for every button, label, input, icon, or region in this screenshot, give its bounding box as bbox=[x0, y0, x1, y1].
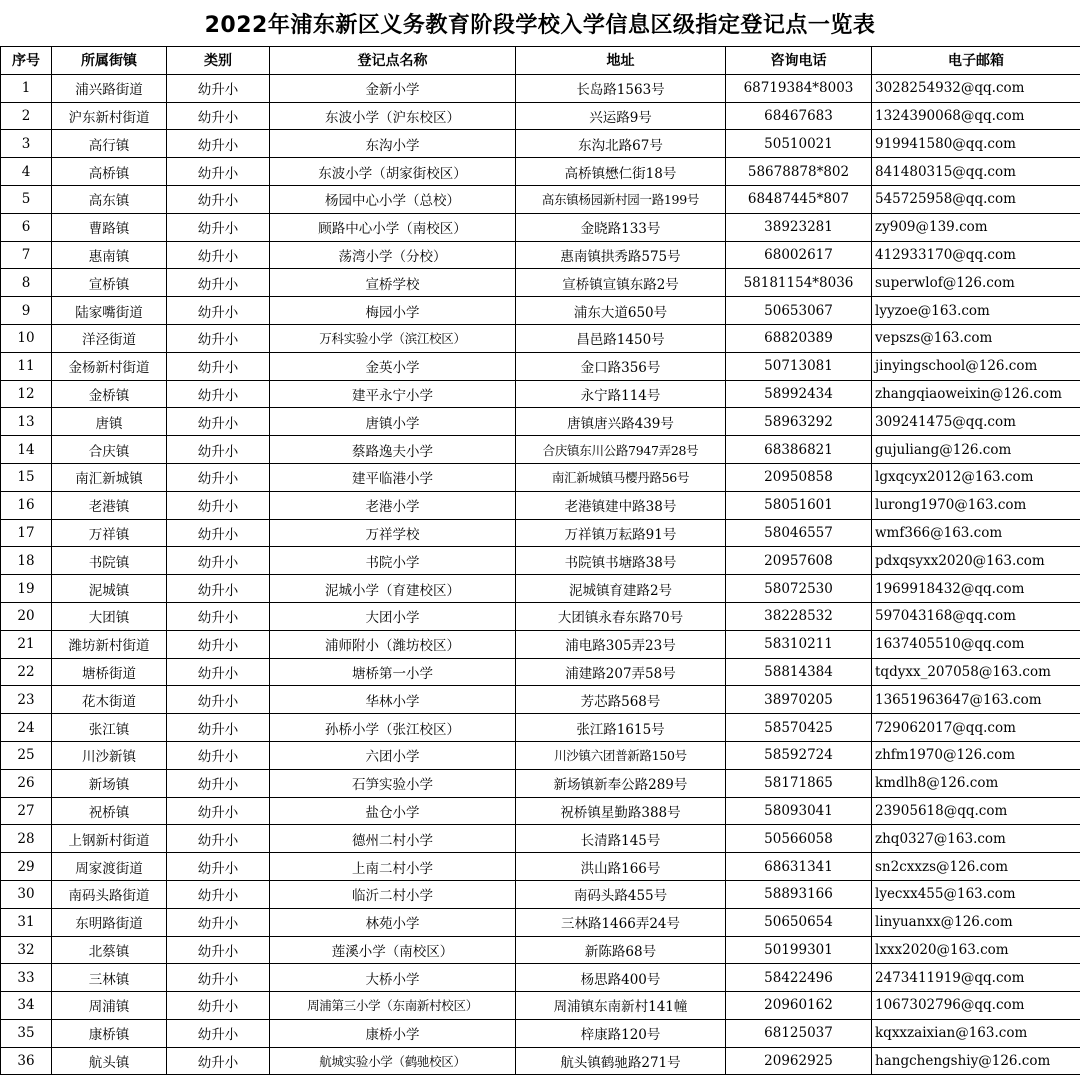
phone-cell: 58592724 bbox=[726, 741, 872, 769]
address-cell: 新场镇新奉公路289号 bbox=[516, 769, 726, 797]
address-cell: 书院镇书塘路38号 bbox=[516, 547, 726, 575]
table-row bbox=[1, 741, 1080, 769]
district-cell: 塘桥街道 bbox=[52, 658, 167, 686]
category-cell: 幼升小 bbox=[167, 936, 270, 964]
email-cell: vepszs@163.com bbox=[872, 324, 1080, 352]
school-name-cell: 华林小学 bbox=[270, 686, 516, 714]
district-cell: 北蔡镇 bbox=[52, 936, 167, 964]
school-name-cell: 荡湾小学（分校） bbox=[270, 241, 516, 269]
address-cell: 永宁路114号 bbox=[516, 380, 726, 408]
address-cell: 南码头路455号 bbox=[516, 880, 726, 908]
phone-cell: 68820389 bbox=[726, 324, 872, 352]
school-name-cell: 林苑小学 bbox=[270, 908, 516, 936]
school-name-cell: 石笋实验小学 bbox=[270, 769, 516, 797]
phone-cell: 58046557 bbox=[726, 519, 872, 547]
phone-cell: 38228532 bbox=[726, 602, 872, 630]
table-row bbox=[1, 241, 1080, 269]
address-cell: 东沟北路67号 bbox=[516, 130, 726, 158]
address-cell: 大团镇永春东路70号 bbox=[516, 602, 726, 630]
district-cell: 曹路镇 bbox=[52, 213, 167, 241]
school-name-cell: 建平永宁小学 bbox=[270, 380, 516, 408]
category-cell: 幼升小 bbox=[167, 519, 270, 547]
email-cell: lurong1970@163.com bbox=[872, 491, 1080, 519]
table-row bbox=[1, 769, 1080, 797]
category-cell: 幼升小 bbox=[167, 686, 270, 714]
category-cell: 幼升小 bbox=[167, 185, 270, 213]
address-cell: 航头镇鹤驰路271号 bbox=[516, 1047, 726, 1075]
email-cell: 1067302796@qq.com bbox=[872, 992, 1080, 1020]
phone-cell: 50650654 bbox=[726, 908, 872, 936]
school-name-cell: 梅园小学 bbox=[270, 297, 516, 325]
address-cell: 周浦镇东南新村141幢 bbox=[516, 992, 726, 1020]
phone-cell: 58893166 bbox=[726, 880, 872, 908]
category-cell: 幼升小 bbox=[167, 158, 270, 186]
category-cell: 幼升小 bbox=[167, 1019, 270, 1047]
email-cell: lyyzoe@163.com bbox=[872, 297, 1080, 325]
table-row bbox=[1, 1019, 1080, 1047]
category-cell: 幼升小 bbox=[167, 436, 270, 464]
school-name-cell: 六团小学 bbox=[270, 741, 516, 769]
row-index: 11 bbox=[1, 352, 52, 380]
row-index: 21 bbox=[1, 630, 52, 658]
phone-cell: 58422496 bbox=[726, 964, 872, 992]
row-index: 26 bbox=[1, 769, 52, 797]
category-cell: 幼升小 bbox=[167, 964, 270, 992]
phone-cell: 58051601 bbox=[726, 491, 872, 519]
row-index: 5 bbox=[1, 185, 52, 213]
row-index: 3 bbox=[1, 130, 52, 158]
school-name-cell: 周浦第三小学（东南新村校区） bbox=[270, 992, 516, 1020]
school-name-cell: 建平临港小学 bbox=[270, 463, 516, 491]
row-index: 29 bbox=[1, 853, 52, 881]
row-index: 6 bbox=[1, 213, 52, 241]
table-row bbox=[1, 880, 1080, 908]
row-index: 17 bbox=[1, 519, 52, 547]
address-cell: 新陈路68号 bbox=[516, 936, 726, 964]
district-cell: 宣桥镇 bbox=[52, 269, 167, 297]
district-cell: 三林镇 bbox=[52, 964, 167, 992]
row-index: 4 bbox=[1, 158, 52, 186]
row-index: 30 bbox=[1, 880, 52, 908]
address-cell: 昌邑路1450号 bbox=[516, 324, 726, 352]
category-cell: 幼升小 bbox=[167, 74, 270, 102]
phone-cell: 50713081 bbox=[726, 352, 872, 380]
category-cell: 幼升小 bbox=[167, 630, 270, 658]
row-index: 35 bbox=[1, 1019, 52, 1047]
address-cell: 老港镇建中路38号 bbox=[516, 491, 726, 519]
table-row bbox=[1, 964, 1080, 992]
category-cell: 幼升小 bbox=[167, 714, 270, 742]
district-cell: 金桥镇 bbox=[52, 380, 167, 408]
email-cell: superwlof@126.com bbox=[872, 269, 1080, 297]
category-cell: 幼升小 bbox=[167, 658, 270, 686]
header-index: 序号 bbox=[1, 47, 52, 75]
district-cell: 东明路街道 bbox=[52, 908, 167, 936]
email-cell: lyecxx455@163.com bbox=[872, 880, 1080, 908]
table-row bbox=[1, 575, 1080, 603]
row-index: 24 bbox=[1, 714, 52, 742]
email-cell: zhfm1970@126.com bbox=[872, 741, 1080, 769]
district-cell: 洋泾街道 bbox=[52, 324, 167, 352]
address-cell: 唐镇唐兴路439号 bbox=[516, 408, 726, 436]
school-name-cell: 宣桥学校 bbox=[270, 269, 516, 297]
phone-cell: 58093041 bbox=[726, 797, 872, 825]
address-cell: 合庆镇东川公路7947弄28号 bbox=[516, 436, 726, 464]
address-cell: 万祥镇万耘路91号 bbox=[516, 519, 726, 547]
table-row bbox=[1, 297, 1080, 325]
category-cell: 幼升小 bbox=[167, 547, 270, 575]
phone-cell: 58181154*8036 bbox=[726, 269, 872, 297]
district-cell: 陆家嘴街道 bbox=[52, 297, 167, 325]
email-cell: 1324390068@qq.com bbox=[872, 102, 1080, 130]
school-name-cell: 浦师附小（潍坊校区） bbox=[270, 630, 516, 658]
district-cell: 南汇新城镇 bbox=[52, 463, 167, 491]
school-name-cell: 万科实验小学（滨江校区） bbox=[270, 324, 516, 352]
phone-cell: 68467683 bbox=[726, 102, 872, 130]
phone-cell: 20950858 bbox=[726, 463, 872, 491]
district-cell: 金杨新村街道 bbox=[52, 352, 167, 380]
phone-cell: 50653067 bbox=[726, 297, 872, 325]
table-row bbox=[1, 908, 1080, 936]
district-cell: 高行镇 bbox=[52, 130, 167, 158]
row-index: 25 bbox=[1, 741, 52, 769]
school-name-cell: 康桥小学 bbox=[270, 1019, 516, 1047]
address-cell: 南汇新城镇马樱丹路56号 bbox=[516, 463, 726, 491]
email-cell: 2473411919@qq.com bbox=[872, 964, 1080, 992]
table-row bbox=[1, 324, 1080, 352]
email-cell: 309241475@qq.com bbox=[872, 408, 1080, 436]
table-row bbox=[1, 130, 1080, 158]
phone-cell: 68002617 bbox=[726, 241, 872, 269]
email-cell: 3028254932@qq.com bbox=[872, 74, 1080, 102]
school-name-cell: 孙桥小学（张江校区） bbox=[270, 714, 516, 742]
row-index: 8 bbox=[1, 269, 52, 297]
category-cell: 幼升小 bbox=[167, 491, 270, 519]
table-row bbox=[1, 686, 1080, 714]
row-index: 27 bbox=[1, 797, 52, 825]
row-index: 7 bbox=[1, 241, 52, 269]
category-cell: 幼升小 bbox=[167, 769, 270, 797]
address-cell: 长清路145号 bbox=[516, 825, 726, 853]
address-cell: 芳芯路568号 bbox=[516, 686, 726, 714]
address-cell: 兴运路9号 bbox=[516, 102, 726, 130]
table-row bbox=[1, 797, 1080, 825]
district-cell: 唐镇 bbox=[52, 408, 167, 436]
email-cell: 23905618@qq.com bbox=[872, 797, 1080, 825]
row-index: 13 bbox=[1, 408, 52, 436]
email-cell: pdxqsyxx2020@163.com bbox=[872, 547, 1080, 575]
address-cell: 宣桥镇宣镇东路2号 bbox=[516, 269, 726, 297]
row-index: 28 bbox=[1, 825, 52, 853]
table-row bbox=[1, 1047, 1080, 1075]
phone-cell: 20962925 bbox=[726, 1047, 872, 1075]
phone-cell: 58171865 bbox=[726, 769, 872, 797]
table-row bbox=[1, 714, 1080, 742]
category-cell: 幼升小 bbox=[167, 880, 270, 908]
row-index: 23 bbox=[1, 686, 52, 714]
table-row bbox=[1, 102, 1080, 130]
school-name-cell: 金英小学 bbox=[270, 352, 516, 380]
district-cell: 南码头路街道 bbox=[52, 880, 167, 908]
school-name-cell: 唐镇小学 bbox=[270, 408, 516, 436]
header-school-name: 登记点名称 bbox=[270, 47, 516, 75]
table-row bbox=[1, 408, 1080, 436]
category-cell: 幼升小 bbox=[167, 463, 270, 491]
header-email: 电子邮箱 bbox=[872, 47, 1080, 75]
address-cell: 三林路1466弄24号 bbox=[516, 908, 726, 936]
district-cell: 周家渡街道 bbox=[52, 853, 167, 881]
district-cell: 沪东新村街道 bbox=[52, 102, 167, 130]
phone-cell: 38970205 bbox=[726, 686, 872, 714]
school-name-cell: 蔡路逸夫小学 bbox=[270, 436, 516, 464]
email-cell: linyuanxx@126.com bbox=[872, 908, 1080, 936]
row-index: 12 bbox=[1, 380, 52, 408]
header-address: 地址 bbox=[516, 47, 726, 75]
row-index: 33 bbox=[1, 964, 52, 992]
phone-cell: 68719384*8003 bbox=[726, 74, 872, 102]
category-cell: 幼升小 bbox=[167, 741, 270, 769]
phone-cell: 68487445*807 bbox=[726, 185, 872, 213]
email-cell: zhangqiaoweixin@126.com bbox=[872, 380, 1080, 408]
address-cell: 洪山路166号 bbox=[516, 853, 726, 881]
table-row bbox=[1, 602, 1080, 630]
district-cell: 航头镇 bbox=[52, 1047, 167, 1075]
email-cell: 13651963647@163.com bbox=[872, 686, 1080, 714]
category-cell: 幼升小 bbox=[167, 380, 270, 408]
row-index: 2 bbox=[1, 102, 52, 130]
email-cell: 1637405510@qq.com bbox=[872, 630, 1080, 658]
phone-cell: 50566058 bbox=[726, 825, 872, 853]
address-cell: 泥城镇育建路2号 bbox=[516, 575, 726, 603]
district-cell: 张江镇 bbox=[52, 714, 167, 742]
school-name-cell: 大团小学 bbox=[270, 602, 516, 630]
school-name-cell: 金新小学 bbox=[270, 74, 516, 102]
school-name-cell: 杨园中心小学（总校） bbox=[270, 185, 516, 213]
phone-cell: 58570425 bbox=[726, 714, 872, 742]
phone-cell: 58992434 bbox=[726, 380, 872, 408]
email-cell: 729062017@qq.com bbox=[872, 714, 1080, 742]
school-name-cell: 顾路中心小学（南校区） bbox=[270, 213, 516, 241]
phone-cell: 20960162 bbox=[726, 992, 872, 1020]
district-cell: 万祥镇 bbox=[52, 519, 167, 547]
category-cell: 幼升小 bbox=[167, 853, 270, 881]
category-cell: 幼升小 bbox=[167, 213, 270, 241]
category-cell: 幼升小 bbox=[167, 575, 270, 603]
phone-cell: 68386821 bbox=[726, 436, 872, 464]
school-name-cell: 莲溪小学（南校区） bbox=[270, 936, 516, 964]
address-cell: 长岛路1563号 bbox=[516, 74, 726, 102]
email-cell: kmdlh8@126.com bbox=[872, 769, 1080, 797]
email-cell: 545725958@qq.com bbox=[872, 185, 1080, 213]
row-index: 18 bbox=[1, 547, 52, 575]
address-cell: 高东镇杨园新村园一路199号 bbox=[516, 185, 726, 213]
district-cell: 花木街道 bbox=[52, 686, 167, 714]
phone-cell: 50510021 bbox=[726, 130, 872, 158]
table-row bbox=[1, 185, 1080, 213]
email-cell: 597043168@qq.com bbox=[872, 602, 1080, 630]
table-row bbox=[1, 825, 1080, 853]
district-cell: 周浦镇 bbox=[52, 992, 167, 1020]
row-index: 20 bbox=[1, 602, 52, 630]
school-name-cell: 泥城小学（育建校区） bbox=[270, 575, 516, 603]
header-district: 所属街镇 bbox=[52, 47, 167, 75]
category-cell: 幼升小 bbox=[167, 130, 270, 158]
email-cell: zy909@139.com bbox=[872, 213, 1080, 241]
email-cell: 412933170@qq.com bbox=[872, 241, 1080, 269]
address-cell: 金口路356号 bbox=[516, 352, 726, 380]
district-cell: 潍坊新村街道 bbox=[52, 630, 167, 658]
table-row bbox=[1, 463, 1080, 491]
table-row bbox=[1, 213, 1080, 241]
page-title: 2022年浦东新区义务教育阶段学校入学信息区级指定登记点一览表 bbox=[204, 12, 876, 38]
email-cell: 919941580@qq.com bbox=[872, 130, 1080, 158]
category-cell: 幼升小 bbox=[167, 992, 270, 1020]
district-cell: 泥城镇 bbox=[52, 575, 167, 603]
table-row bbox=[1, 547, 1080, 575]
email-cell: sn2cxxzs@126.com bbox=[872, 853, 1080, 881]
row-index: 9 bbox=[1, 297, 52, 325]
table-row bbox=[1, 936, 1080, 964]
row-index: 19 bbox=[1, 575, 52, 603]
school-name-cell: 航城实验小学（鹤驰校区） bbox=[270, 1047, 516, 1075]
school-name-cell: 上南二村小学 bbox=[270, 853, 516, 881]
category-cell: 幼升小 bbox=[167, 102, 270, 130]
district-cell: 康桥镇 bbox=[52, 1019, 167, 1047]
email-cell: 841480315@qq.com bbox=[872, 158, 1080, 186]
district-cell: 川沙新镇 bbox=[52, 741, 167, 769]
table-row bbox=[1, 158, 1080, 186]
address-cell: 金晓路133号 bbox=[516, 213, 726, 241]
address-cell: 浦东大道650号 bbox=[516, 297, 726, 325]
header-phone: 咨询电话 bbox=[726, 47, 872, 75]
phone-cell: 58678878*802 bbox=[726, 158, 872, 186]
category-cell: 幼升小 bbox=[167, 602, 270, 630]
email-cell: tqdyxx_207058@163.com bbox=[872, 658, 1080, 686]
address-cell: 川沙镇六团普新路150号 bbox=[516, 741, 726, 769]
address-cell: 惠南镇拱秀路575号 bbox=[516, 241, 726, 269]
district-cell: 老港镇 bbox=[52, 491, 167, 519]
email-cell: kqxxzaixian@163.com bbox=[872, 1019, 1080, 1047]
address-cell: 梓康路120号 bbox=[516, 1019, 726, 1047]
phone-cell: 20957608 bbox=[726, 547, 872, 575]
row-index: 36 bbox=[1, 1047, 52, 1075]
school-name-cell: 东波小学（胡家街校区） bbox=[270, 158, 516, 186]
table-row bbox=[1, 519, 1080, 547]
row-index: 34 bbox=[1, 992, 52, 1020]
table-row bbox=[1, 630, 1080, 658]
row-index: 10 bbox=[1, 324, 52, 352]
phone-cell: 58814384 bbox=[726, 658, 872, 686]
row-index: 15 bbox=[1, 463, 52, 491]
category-cell: 幼升小 bbox=[167, 825, 270, 853]
table-row bbox=[1, 853, 1080, 881]
header-row bbox=[1, 47, 1080, 75]
district-cell: 合庆镇 bbox=[52, 436, 167, 464]
school-name-cell: 盐仓小学 bbox=[270, 797, 516, 825]
registration-table bbox=[0, 46, 1080, 1075]
phone-cell: 58310211 bbox=[726, 630, 872, 658]
address-cell: 浦建路207弄58号 bbox=[516, 658, 726, 686]
email-cell: 1969918432@qq.com bbox=[872, 575, 1080, 603]
phone-cell: 58072530 bbox=[726, 575, 872, 603]
school-name-cell: 万祥学校 bbox=[270, 519, 516, 547]
district-cell: 高东镇 bbox=[52, 185, 167, 213]
header-category: 类别 bbox=[167, 47, 270, 75]
school-name-cell: 大桥小学 bbox=[270, 964, 516, 992]
address-cell: 祝桥镇星勤路388号 bbox=[516, 797, 726, 825]
email-cell: wmf366@163.com bbox=[872, 519, 1080, 547]
school-name-cell: 德州二村小学 bbox=[270, 825, 516, 853]
address-cell: 张江路1615号 bbox=[516, 714, 726, 742]
category-cell: 幼升小 bbox=[167, 241, 270, 269]
category-cell: 幼升小 bbox=[167, 908, 270, 936]
category-cell: 幼升小 bbox=[167, 408, 270, 436]
email-cell: gujuliang@126.com bbox=[872, 436, 1080, 464]
row-index: 31 bbox=[1, 908, 52, 936]
school-name-cell: 老港小学 bbox=[270, 491, 516, 519]
row-index: 16 bbox=[1, 491, 52, 519]
table-body bbox=[1, 74, 1080, 1075]
district-cell: 惠南镇 bbox=[52, 241, 167, 269]
table-row bbox=[1, 269, 1080, 297]
category-cell: 幼升小 bbox=[167, 324, 270, 352]
district-cell: 高桥镇 bbox=[52, 158, 167, 186]
table-row bbox=[1, 352, 1080, 380]
table-row bbox=[1, 992, 1080, 1020]
address-cell: 杨思路400号 bbox=[516, 964, 726, 992]
phone-cell: 50199301 bbox=[726, 936, 872, 964]
table-row bbox=[1, 74, 1080, 102]
row-index: 32 bbox=[1, 936, 52, 964]
district-cell: 浦兴路街道 bbox=[52, 74, 167, 102]
district-cell: 祝桥镇 bbox=[52, 797, 167, 825]
category-cell: 幼升小 bbox=[167, 1047, 270, 1075]
phone-cell: 68125037 bbox=[726, 1019, 872, 1047]
category-cell: 幼升小 bbox=[167, 269, 270, 297]
email-cell: lxxx2020@163.com bbox=[872, 936, 1080, 964]
phone-cell: 38923281 bbox=[726, 213, 872, 241]
district-cell: 新场镇 bbox=[52, 769, 167, 797]
category-cell: 幼升小 bbox=[167, 297, 270, 325]
school-name-cell: 书院小学 bbox=[270, 547, 516, 575]
table-row bbox=[1, 658, 1080, 686]
phone-cell: 58963292 bbox=[726, 408, 872, 436]
table-row bbox=[1, 436, 1080, 464]
email-cell: zhq0327@163.com bbox=[872, 825, 1080, 853]
row-index: 14 bbox=[1, 436, 52, 464]
table-row bbox=[1, 491, 1080, 519]
phone-cell: 68631341 bbox=[726, 853, 872, 881]
school-name-cell: 东波小学（沪东校区） bbox=[270, 102, 516, 130]
district-cell: 大团镇 bbox=[52, 602, 167, 630]
email-cell: hangchengshiy@126.com bbox=[872, 1047, 1080, 1075]
address-cell: 高桥镇懋仁街18号 bbox=[516, 158, 726, 186]
school-name-cell: 东沟小学 bbox=[270, 130, 516, 158]
category-cell: 幼升小 bbox=[167, 797, 270, 825]
row-index: 22 bbox=[1, 658, 52, 686]
email-cell: jinyingschool@126.com bbox=[872, 352, 1080, 380]
address-cell: 浦电路305弄23号 bbox=[516, 630, 726, 658]
school-name-cell: 临沂二村小学 bbox=[270, 880, 516, 908]
row-index: 1 bbox=[1, 74, 52, 102]
category-cell: 幼升小 bbox=[167, 352, 270, 380]
table-row bbox=[1, 380, 1080, 408]
district-cell: 上钢新村街道 bbox=[52, 825, 167, 853]
email-cell: lgxqcyx2012@163.com bbox=[872, 463, 1080, 491]
district-cell: 书院镇 bbox=[52, 547, 167, 575]
school-name-cell: 塘桥第一小学 bbox=[270, 658, 516, 686]
